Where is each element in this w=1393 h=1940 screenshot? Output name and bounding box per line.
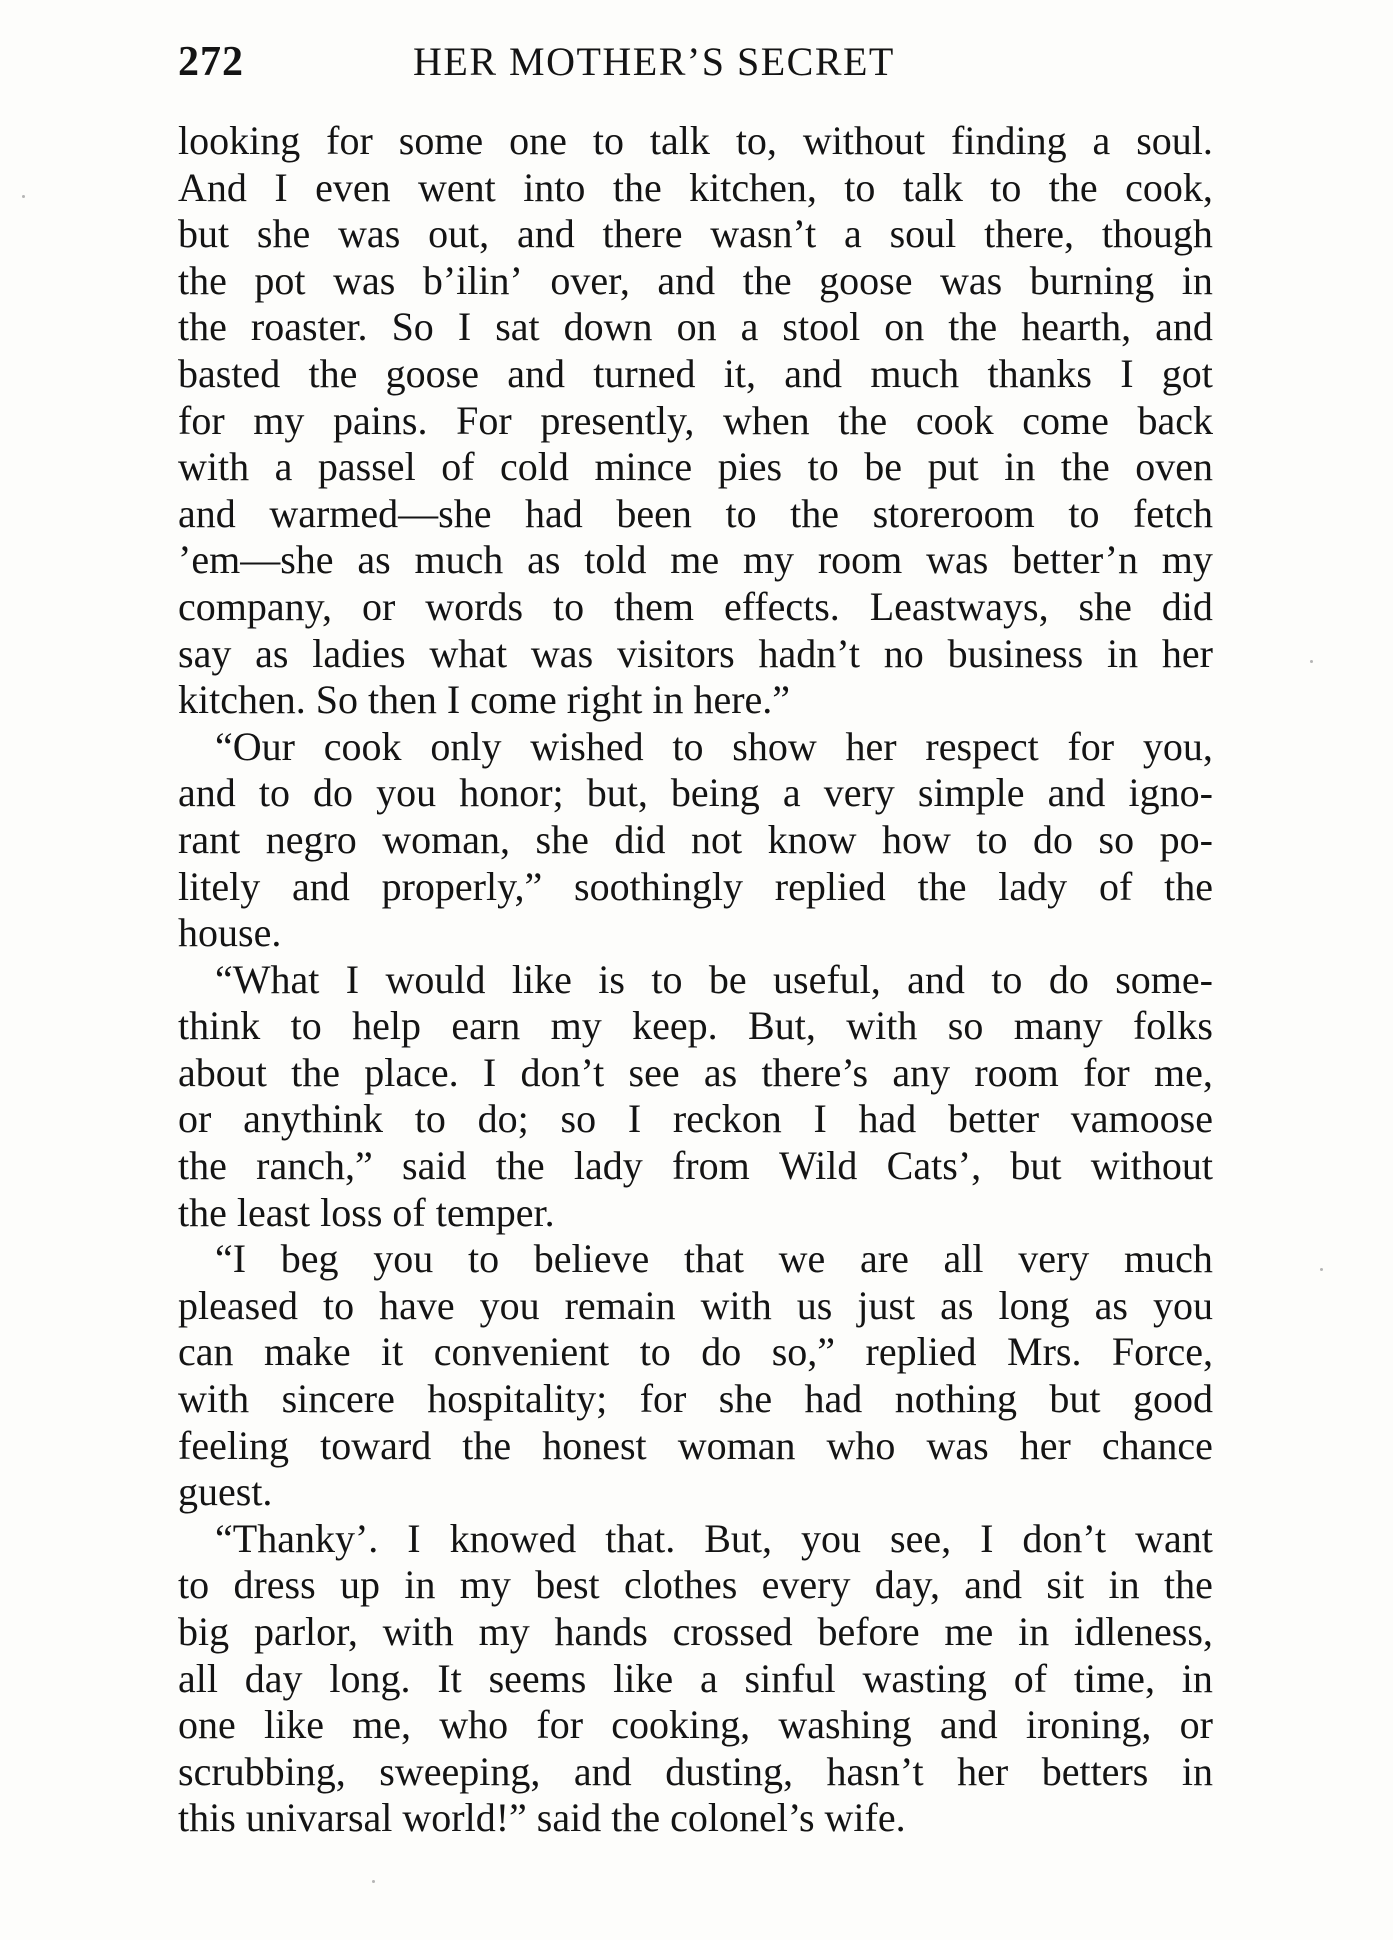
text-line: “Thanky’. I knowed that. But, you see, I don’t want (215, 1515, 1213, 1561)
text-line: to dress up in my best clothes every day, and sit in the (178, 1562, 1213, 1608)
paper-speck (22, 195, 25, 198)
text-line: about the place. I don’t see as there’s any room for me, (178, 1049, 1213, 1095)
text-line: kitchen. So then I come right in here.” (178, 677, 791, 723)
text-line: the pot was b’ilin’ over, and the goose was burning in (178, 257, 1213, 303)
text-line: and to do you honor; but, being a very simple and igno- (178, 770, 1213, 816)
text-line: think to help earn my keep. But, with so many folks (178, 1003, 1213, 1049)
text-line: with a passel of cold mince pies to be put in the oven (178, 444, 1213, 490)
paragraph (178, 118, 1213, 724)
text-line: all day long. It seems like a sinful wasting of time, in (178, 1655, 1213, 1701)
running-head (178, 34, 1213, 94)
page-number: 272 (178, 39, 244, 85)
text-line: the ranch,” said the lady from Wild Cats’, but without (178, 1143, 1213, 1189)
text-line: or anythink to do; so I reckon I had better vamoose (178, 1096, 1213, 1142)
text-line: guest. (178, 1469, 273, 1515)
text-line: ’em—she as much as told me my room was better’n my (178, 537, 1213, 583)
paper-speck (1310, 660, 1313, 663)
running-title: HER MOTHER’S SECRET (413, 39, 895, 84)
text-line: basted the goose and turned it, and much thanks I got (178, 350, 1213, 396)
text-line: “I beg you to believe that we are all very much (215, 1236, 1213, 1282)
text-line: And I even went into the kitchen, to talk to the cook, (178, 164, 1213, 210)
text-line: scrubbing, sweeping, and dusting, hasn’t her betters in (178, 1748, 1213, 1794)
text-line: looking for some one to talk to, without finding a soul. (178, 118, 1213, 163)
paragraph (178, 724, 1213, 957)
body-text (178, 118, 1213, 1842)
text-line: company, or words to them effects. Leastways, she did (178, 583, 1213, 629)
paper-speck (1320, 1268, 1323, 1271)
text-line: can make it convenient to do so,” replied Mrs. Force, (178, 1329, 1213, 1375)
text-line: one like me, who for cooking, washing and ironing, or (178, 1702, 1213, 1748)
paragraph (178, 1516, 1213, 1842)
text-line: “Our cook only wished to show her respect for you, (215, 723, 1213, 769)
text-line: but she was out, and there wasn’t a soul there, though (178, 211, 1213, 257)
text-line: the roaster. So I sat down on a stool on the hearth, and (178, 304, 1213, 350)
text-line: “What I would like is to be useful, and to do some- (215, 956, 1213, 1002)
text-line: this univarsal world!” said the colonel’s wife. (178, 1795, 906, 1841)
text-line: and warmed—she had been to the storeroom to fetch (178, 490, 1213, 536)
paper-speck (372, 1880, 375, 1883)
text-line: for my pains. For presently, when the cook come back (178, 397, 1213, 443)
paragraph (178, 957, 1213, 1237)
text-line: the least loss of temper. (178, 1189, 555, 1235)
text-line: litely and properly,” soothingly replied the lady of the (178, 863, 1213, 909)
text-line: pleased to have you remain with us just as long as you (178, 1282, 1213, 1328)
text-line: house. (178, 910, 282, 956)
text-line: say as ladies what was visitors hadn’t no business in her (178, 630, 1213, 676)
text-line: feeling toward the honest woman who was her chance (178, 1422, 1213, 1468)
text-line: with sincere hospitality; for she had nothing but good (178, 1376, 1213, 1422)
text-line: rant negro woman, she did not know how to do so po- (178, 816, 1213, 862)
text-line: big parlor, with my hands crossed before me in idleness, (178, 1609, 1213, 1654)
paragraph (178, 1236, 1213, 1516)
